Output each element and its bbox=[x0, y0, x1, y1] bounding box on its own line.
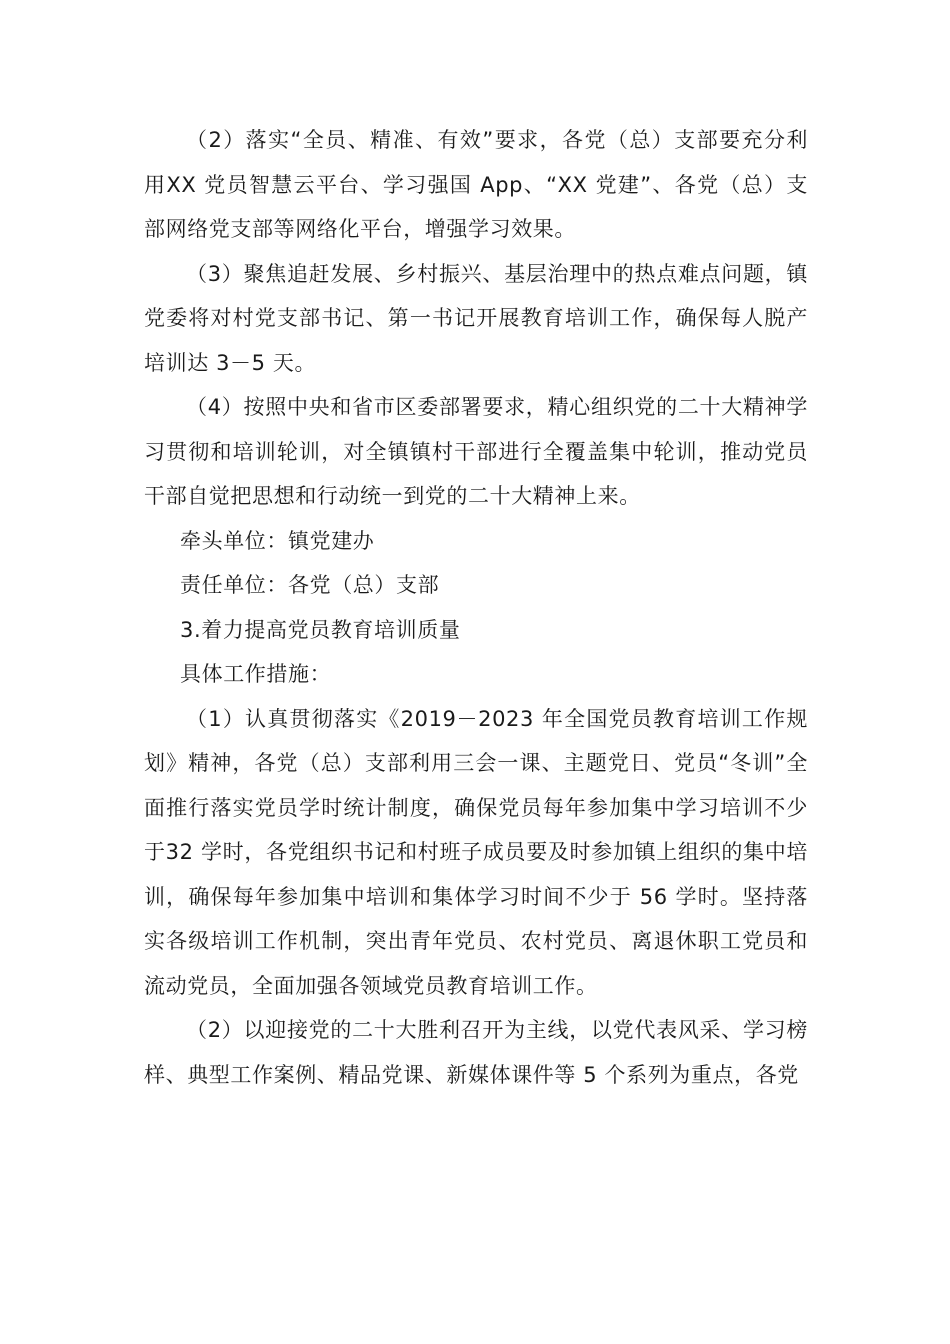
section-heading: 3.着力提高党员教育培训质量 bbox=[180, 617, 461, 642]
document-page bbox=[144, 118, 830, 1097]
measure-item-1: （1）认真贯彻落实《2019－2023 年全国党员教育培训工作规划》精神，各党（总）支部利用三会一课、主题党日、党员“冬训”全面推行落实党员学时统计制度，确保党员每年参加集中学习培训不少 于32 学时，各党组织书记和村班子成员要及时参加镇上组织的集中培训，确保每年参加集中培训和集体学习时间不少于 56 学时。坚持落实各级培训工作机制，突出青年党员、农村党员、离退休职工党员和 流动党员，全面加强各领域党员教育培训工作。 bbox=[144, 706, 830, 998]
lead-unit-line: 牵头单位：镇党建办 bbox=[180, 528, 375, 553]
paragraph-platforms: （2）落实“全员、精准、有效”要求，各党（总）支部要充分利 用XX 党员智慧云平台、学习强国 App、“XX 党建”、各党（总）支部网络党支部等网络化平台，增强学习效果。 bbox=[144, 128, 808, 241]
paragraph-training-secretaries: （3）聚焦追赶发展、乡村振兴、基层治理中的热点难点问题，镇党委将对村党支部书记、第一书记开展教育培训工作，确保每人脱产培训达 3－5 天。 bbox=[144, 261, 808, 375]
measure-item-2: （2）以迎接党的二十大胜利召开为主线，以党代表风采、学习榜样、典型工作案例、精品党课、新媒体课件等 5 个系列为重点，各党 bbox=[144, 1018, 808, 1087]
measures-label: 具体工作措施： bbox=[180, 662, 332, 686]
responsible-unit-line: 责任单位：各党（总）支部 bbox=[180, 573, 440, 597]
paragraph-twentieth-congress: （4）按照中央和省市区委部署要求，精心组织党的二十大精神学习贯彻和培训轮训，对全镇镇村干部进行全覆盖集中轮训，推动党员干部自觉把思想和行动统一到党的二十大精神上来。 bbox=[144, 395, 808, 508]
